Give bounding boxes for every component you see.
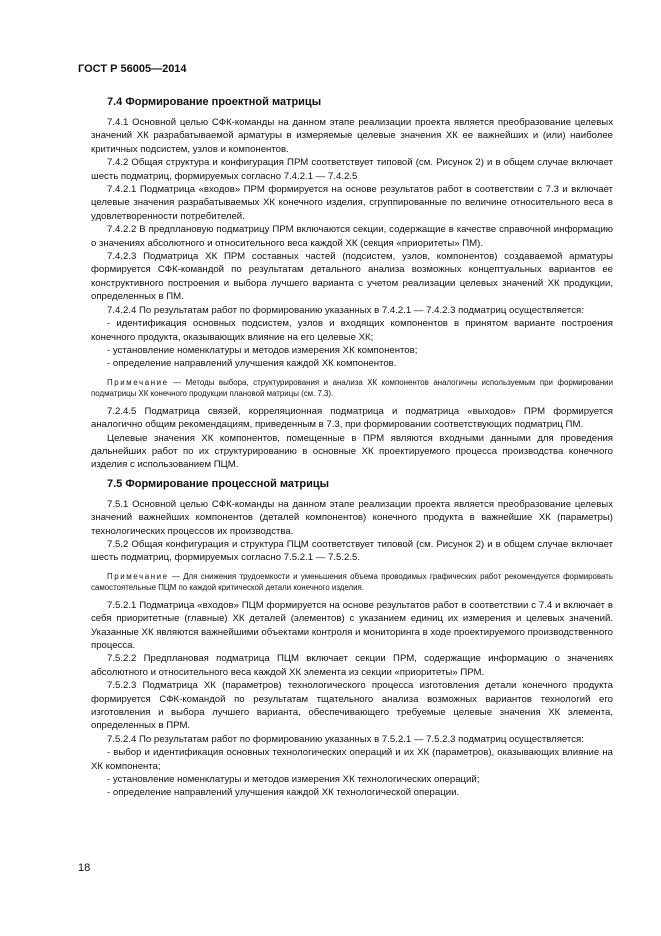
list-item: - определение направлений улучшения каждой ХК компонентов.: [107, 358, 397, 370]
document-header: ГОСТ Р 56005—2014: [78, 63, 187, 75]
note-7-5: [91, 571, 613, 593]
paragraph-7-4-1: 7.4.1 Основной целью СФК-команды на данном этапе реализации проекта является преобразование целевых значений ХК разрабатываемой арматуры в измеряемые целевые значения ХК ее важнейших и (или) наиболее критичных подсистем, узлов и компонентов.: [91, 117, 613, 155]
paragraph-7-4-2-3: 7.4.2.3 Подматрица ХК ПРМ составных частей (подсистем, узлов, компонентов) создаваемой арматуры формируется СФК-командой по результатам детального анализа возможных концептуальных вариантов ее конструктивного построения и выбора лучшего варианта с учетом реализации целевых значений ХК продукции, определенных в ПМ.: [91, 251, 613, 303]
list-item: - определение направлений улучшения каждой ХК технологической операции.: [107, 787, 460, 799]
paragraph-7-4-2-4: 7.4.2.4 По результатам работ по формированию указанных в 7.4.2.1 — 7.4.2.3 подматриц осуществляется:: [107, 304, 584, 316]
paragraph-7-5-1: 7.5.1 Основной целью СФК-команды на данном этапе реализации проекта является преобразование целевых значений важнейших компонентов (деталей компонентов) конечного продукта в важнейшие ХК (параметры) технологических процессов их производства.: [91, 498, 613, 537]
note-label: Примечание: [107, 571, 169, 581]
paragraph-7-2-4-5: 7.2.4.5 Подматрица связей, корреляционная подматрица и подматрица «выходов» ПРМ формируется аналогично общим рекомендациям, приведенным в 7.3, при формировании соответствующих подматриц ПМ.: [91, 405, 613, 431]
note-7-4: [91, 377, 613, 399]
paragraph-7-4-2: 7.4.2 Общая структура и конфигурация ПРМ соответствует типовой (см. Рисунок 2) и в общем случае включает шесть подматриц, формируемых согласно 7.4.2.1 — 7.4.2.5: [91, 157, 613, 182]
section-title-7-5: 7.5 Формирование процессной матрицы: [107, 477, 330, 490]
page-content: [91, 96, 613, 800]
list-item: - выбор и идентификация основных технологических операций и их ХК (параметров), оказывающих влияние на ХК компонента;: [91, 747, 613, 772]
paragraph-7-4-2-2: 7.4.2.2 В предплановую подматрицу ПРМ включаются секции, содержащие в качестве справочной информацию о значениях абсолютного и относительного веса каждой ХК (секция «приоритеты» ПМ).: [91, 224, 613, 249]
page-number: 18: [78, 862, 91, 874]
section-title-7-4: 7.4 Формирование проектной матрицы: [107, 96, 322, 108]
list-item: - установление номенклатуры и методов измерения ХК технологических операций;: [107, 774, 480, 786]
list-item: - установление номенклатуры и методов измерения ХК компонентов;: [107, 344, 418, 356]
paragraph-target-values: Целевые значения ХК компонентов, помещенные в ПРМ являются входными данными для проведения дальнейших работ по их структурированию в основные ХК проектируемого процесса производства конечного изделия с использованием ПЦМ.: [91, 432, 613, 471]
paragraph-7-5-2: 7.5.2 Общая конфигурация и структура ПЦМ соответствует типовой (см. Рисунок 2) и в общем случае включает шесть подматриц, формируемых согласно 7.5.2.1 — 7.5.2.5.: [91, 538, 613, 564]
list-item: - идентификация основных подсистем, узлов и входящих компонентов в принятом варианте построения конечного продукта, оказывающих влияние на его целевые ХК;: [91, 318, 613, 343]
paragraph-7-5-2-2: 7.5.2.2 Предплановая подматрица ПЦМ включает секции ПРМ, содержащие информацию о значениях абсолютного и относительного веса каждой ХК элемента из секции «приоритеты» ПРМ.: [91, 653, 613, 678]
paragraph-7-5-2-1: 7.5.2.1 Подматрица «входов» ПЦМ формируется на основе результатов работ в соответствии с 7.4 и включает в себя приоритетные (главные) ХК деталей (элементов) с указанием единиц их измерения и целевых значений. Указанные ХК являются важнейшими объектами контроля и мониторинга в ходе проектируемого производственного процесса.: [91, 599, 613, 651]
paragraph-7-5-2-4: 7.5.2.4 По результатам работ по формированию указанных в 7.5.2.1 — 7.5.2.3 подматриц осуществляется:: [107, 733, 584, 745]
note-text: — Для снижения трудоемкости и уменьшения объема проводимых графических работ рекомендуется формировать самостоятельные ПЦМ по каждой критической детали конечного изделия.: [91, 571, 613, 592]
note-text: — Методы выбора, структурирования и анализа ХК компонентов аналогичны используемым при формировании подматрицы ХК конечного продукции плановой матрицы (см. 7.3).: [91, 377, 613, 398]
paragraph-7-4-2-1: 7.4.2.1 Подматрица «входов» ПРМ формируется на основе результатов работ в соответствии с 7.3 и включает целевые значения разрабатываемых ХК конечного изделия, сгруппированные по величине относительного веса в удовлетворенности потребителей.: [91, 184, 613, 222]
paragraph-7-5-2-3: 7.5.2.3 Подматрица ХК (параметров) технологического процесса изготовления детали конечного продукта формируется СФК-командой по результатам тщательного анализа возможных вариантов технологий его изготовления и выбора лучшего варианта, обеспечивающего требуемые целевые значения ХК элемента, определенных в ПРМ.: [91, 680, 613, 732]
note-label: Примечание: [107, 377, 169, 387]
